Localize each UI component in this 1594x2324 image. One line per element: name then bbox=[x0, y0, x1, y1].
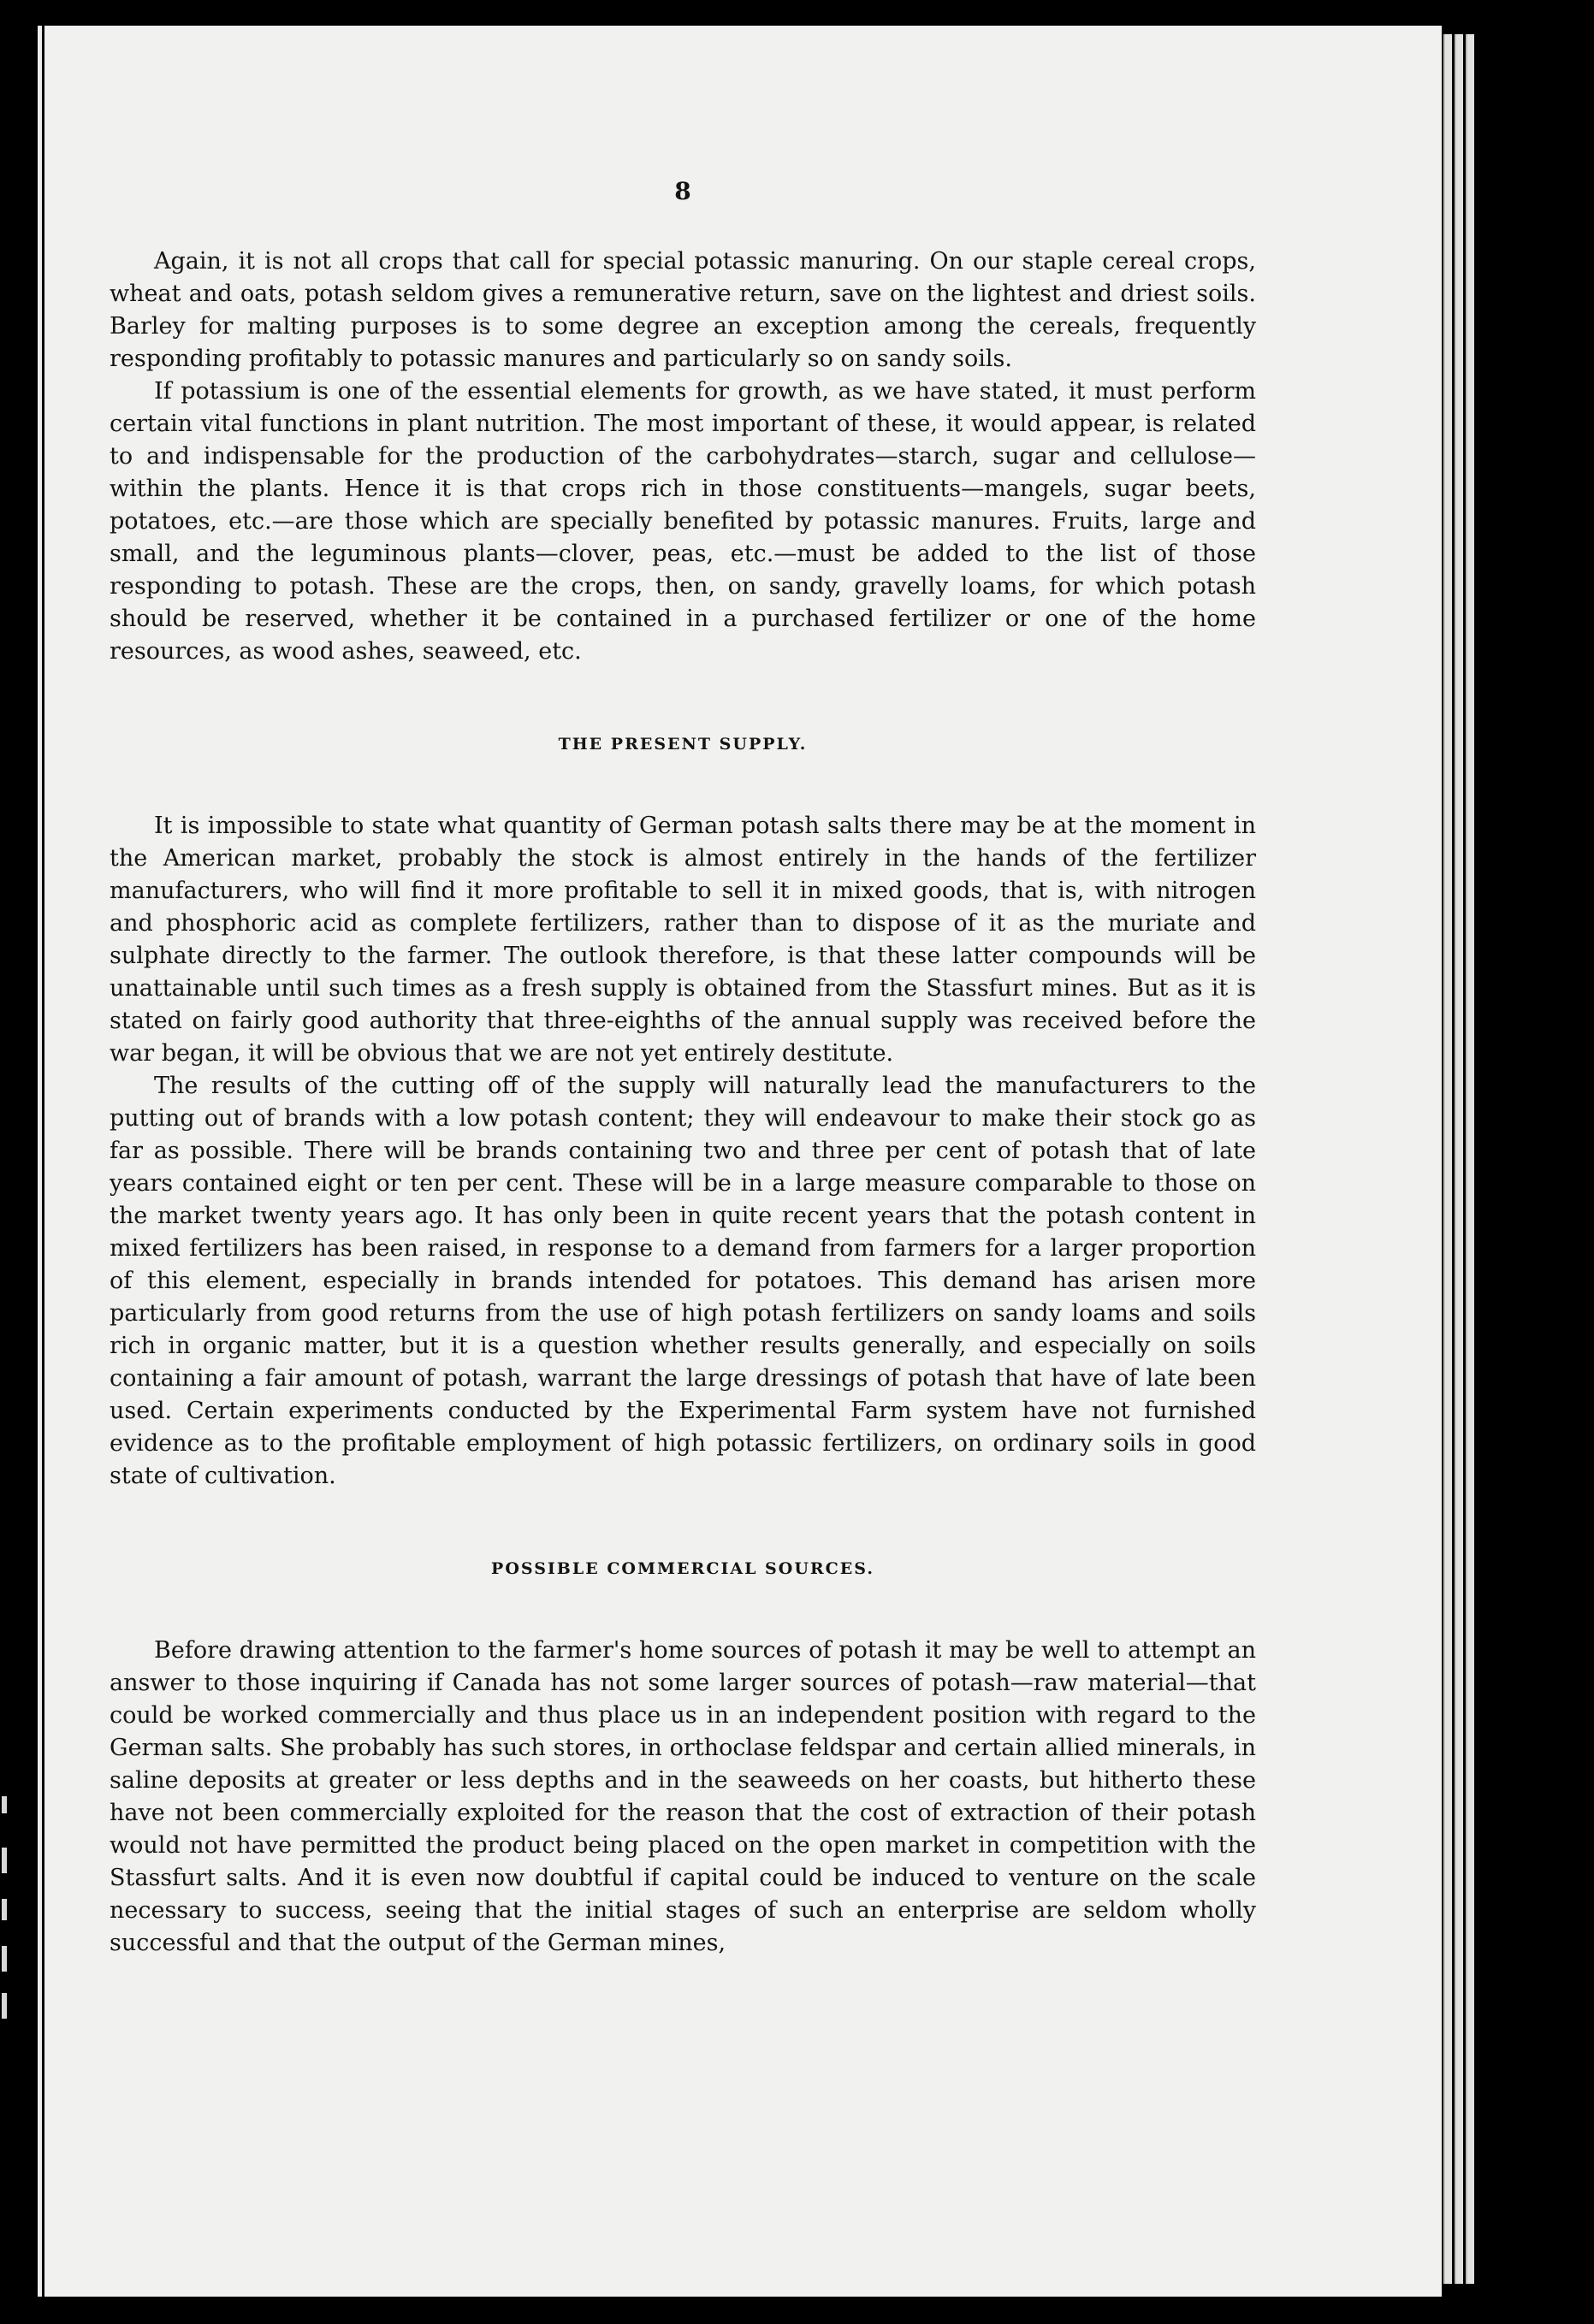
paragraph: Again, it is not all crops that call for special potassic manuring. On our staple cereal crops, wheat and oats, potash seldom gives a remunerative return, save on the lightest and driest soils. Barley for malting purposes is to some degree an exception among the cereals, frequently responding profitably to potassic manures and particularly so on sandy soils. bbox=[110, 248, 1256, 372]
paragraph: The results of the cutting off of the supply will naturally lead the manufacturers to the putting out of brands with a low potash content; they will endeavour to make their stock go as far as possible. There will be brands containing two and three per cent of potash that of late years contained eight or ten per cent. These will be in a large measure comparable to those on the market twenty years ago. It has only been in quite recent years that the potash content in mixed fertilizers has been raised, in response to a demand from farmers for a larger proportion of this element, especially in brands intended for potatoes. This demand has arisen more particularly from good returns from the use of high potash fertilizers on sandy loams and soils rich in organic matter, but it is a question whether results generally, and especially on soils containing a fair amount of potash, warrant the large dressings of potash that have of late been used. Certain experiments conducted by the Experimental Farm system have not furnished evidence as to the profitable employment of high potassic fertilizers, on ordinary soils in good state of cultivation. bbox=[110, 1073, 1256, 1489]
paragraph: It is impossible to state what quantity of German potash salts there may be at the moment in the American market, probably the stock is almost entirely in the hands of the fertilizer manufacturers, who will find it more profitable to sell it in mixed goods, that is, with nitrogen and phosphoric acid as complete fertilizers, rather than to dispose of it as the muriate and sulphate directly to the farmer. The outlook therefore, is that these latter compounds will be unattainable until such times as a fresh supply is obtained from the Stassfurt mines. But as it is stated on fairly good authority that three-eighths of the annual supply was received before the war began, it will be obvious that we are not yet entirely destitute. bbox=[110, 813, 1256, 1067]
page-number: 8 bbox=[674, 177, 691, 205]
page-stack-edge bbox=[1443, 34, 1452, 2284]
facing-page-edge bbox=[38, 26, 42, 2297]
section-heading: THE PRESENT SUPPLY. bbox=[558, 735, 808, 754]
page-stack-edge bbox=[1455, 34, 1463, 2284]
facing-page-margin-marks bbox=[0, 1796, 10, 2036]
page-stack-edge bbox=[1466, 34, 1474, 2284]
paragraph: If potassium is one of the essential elements for growth, as we have stated, it must perform certain vital functions in plant nutrition. The most important of these, it would appear, is related to and indispensable for the production of the carbohydrates—starch, sugar and cellulose—within the plants. Hence it is that crops rich in those constituents—mangels, sugar beets, potatoes, etc.—are those which are specially benefited by potassic manures. Fruits, large and small, and the leguminous plants—clover, peas, etc.—must be added to the list of those responding to potash. These are the crops, then, on sandy, gravelly loams, for which potash should be reserved, whether it be contained in a purchased fertilizer or one of the home resources, as wood ashes, seaweed, etc. bbox=[110, 378, 1256, 665]
paragraph: Before drawing attention to the farmer's home sources of potash it may be well to attempt an answer to those inquiring if Canada has not some larger sources of potash—raw material—that could be worked commercially and thus place us in an independent position with regard to the German salts. She probably has such stores, in orthoclase feldspar and certain allied minerals, in saline deposits at greater or less depths and in the seaweeds on her coasts, but hitherto these have not been commercially exploited for the reason that the cost of extraction of their potash would not have permitted the product being placed on the open market in competition with the Stassfurt salts. And it is even now doubtful if capital could be induced to venture on the scale necessary to success, seeing that the initial stages of such an enterprise are seldom wholly successful and that the output of the German mines, bbox=[110, 1637, 1256, 1956]
page-text bbox=[110, 175, 1256, 1960]
section-heading: POSSIBLE COMMERCIAL SOURCES. bbox=[491, 1559, 874, 1578]
